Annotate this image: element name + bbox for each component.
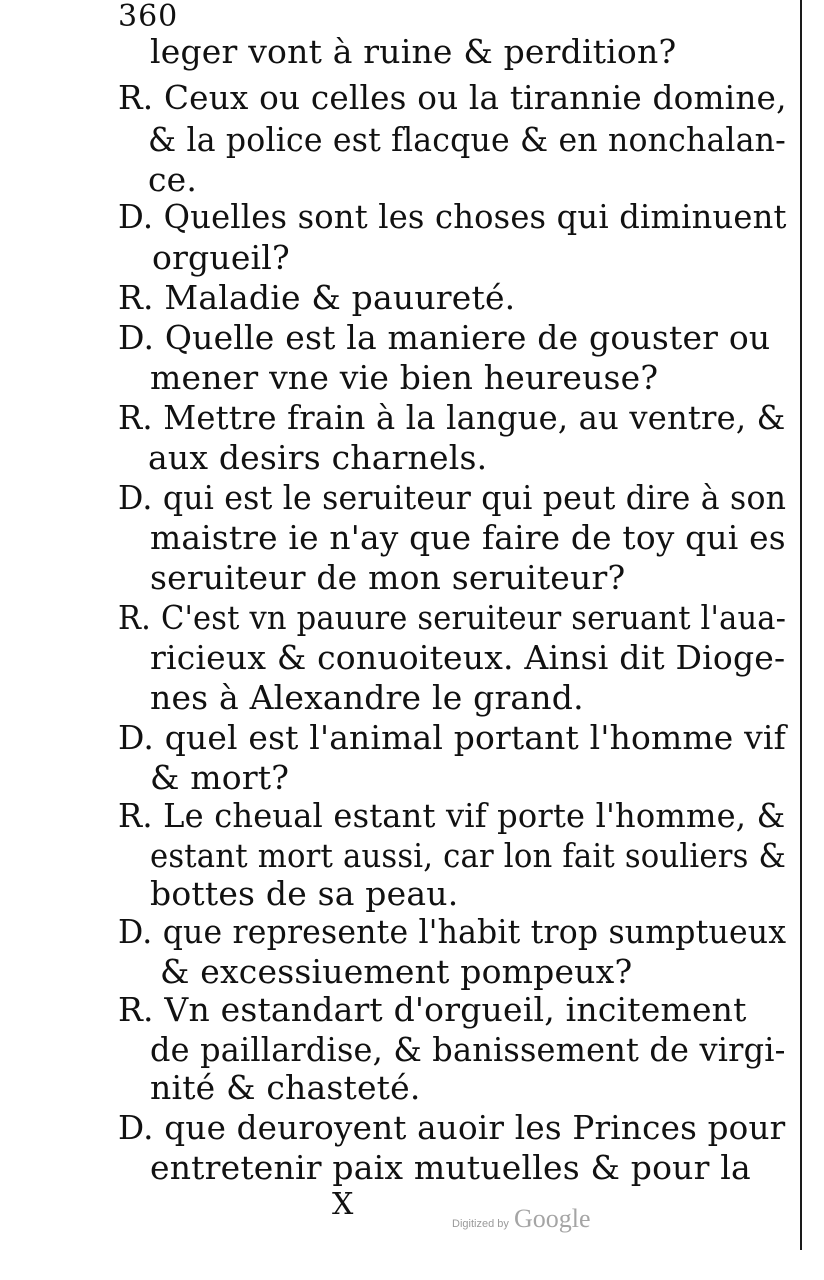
text-line: R. Ceux ou celles ou la tirannie domine, <box>118 78 787 117</box>
text-line: D. Quelles sont les choses qui diminuent <box>118 197 787 236</box>
text-line: orgueil? <box>152 238 290 277</box>
text-line: D. que represente l'habit trop sumptueux <box>118 912 787 951</box>
text-line: ricieux & conuoiteux. Ainsi dit Dioge- <box>150 638 786 677</box>
page-edge-rule <box>800 0 802 1250</box>
text-line: D. quel est l'animal portant l'homme vif <box>118 718 787 757</box>
text-line: entretenir paix mutuelles & pour la <box>150 1148 751 1187</box>
text-line: seruiteur de mon seruiteur? <box>150 558 626 597</box>
text-line: aux desirs charnels. <box>148 438 488 477</box>
text-line: ce. <box>148 160 198 199</box>
watermark <box>452 1204 591 1234</box>
text-line: R. Mettre frain à la langue, au ventre, & <box>118 398 786 437</box>
text-line: de paillardise, & banissement de virgi- <box>150 1030 786 1069</box>
text-line: & excessiuement pompeux? <box>160 952 633 991</box>
text-line: D. Quelle est la maniere de gouster ou <box>118 318 771 357</box>
page-number: 360 <box>118 0 179 34</box>
text-line: bottes de sa peau. <box>150 874 459 913</box>
text-line: & mort? <box>150 758 290 797</box>
text-line: D. que deuroyent auoir les Princes pour <box>118 1108 786 1147</box>
text-line: nité & chasteté. <box>150 1068 421 1107</box>
text-line: R. Le cheual estant vif porte l'homme, & <box>118 796 786 835</box>
watermark-prefix: Digitized by <box>452 1218 509 1230</box>
text-line: maistre ie n'ay que faire de toy qui es <box>150 518 786 557</box>
text-line: R. C'est vn pauure seruiteur seruant l'aua- <box>118 598 787 637</box>
signature-mark: X <box>332 1187 354 1222</box>
text-line: R. Maladie & pauureté. <box>118 278 516 317</box>
text-line: D. qui est le seruiteur qui peut dire à son <box>118 478 787 517</box>
text-line: nes à Alexandre le grand. <box>150 678 584 717</box>
text-line: leger vont à ruine & perdition? <box>150 32 677 71</box>
text-line: mener vne vie bien heureuse? <box>150 358 659 397</box>
watermark-logo: Google <box>513 1204 591 1233</box>
text-line: & la police est flacque & en nonchalan- <box>148 120 787 159</box>
text-line: estant mort aussi, car lon fait souliers & <box>150 836 787 875</box>
text-line: R. Vn estandart d'orgueil, incitement <box>118 990 747 1029</box>
